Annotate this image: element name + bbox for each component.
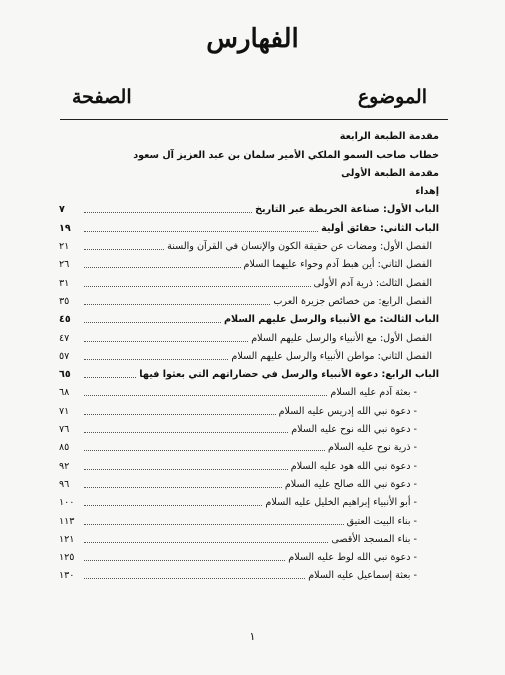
toc-entry [59,528,439,546]
toc-entry-page: ١٢٥ [59,552,75,564]
toc-entry-page: ٣١ [59,277,70,289]
page-number: ١ [249,630,256,643]
toc-entry-page: ٣٥ [59,295,70,307]
toc-entry-page: ٢١ [59,241,70,253]
toc-entry-title: الباب الرابع: دعوة الأنبياء والرسل في حضاراتهم التي بعثوا فيها [139,369,439,381]
toc-entry-page: ١٣٠ [59,570,75,582]
toc-entry-page: ١٠٠ [59,497,75,509]
dot-leader [84,542,328,543]
toc-entry-title: إهداء [415,186,439,198]
toc-entry-title: الباب الثالث: مع الأنبياء والرسل عليهم السلام [224,314,439,326]
toc-entry-title: الفصل الثالث: ذرية آدم الأولى [313,277,432,289]
toc-entry-title: الفصل الأول: ومضات عن حقيقة الكون والإنسان في القرآن والسنة [167,241,432,253]
table-of-contents [59,125,439,582]
dot-leader [84,304,270,305]
toc-entry-title: الفصل الأول: مع الأنبياء والرسل عليهم السلام [251,332,432,344]
toc-entry-title: خطاب صاحب السمو الملكي الأمير سلمان بن عبد العزيز آل سعود [133,149,439,161]
dot-leader [84,377,136,378]
toc-entry [59,546,439,564]
dot-leader [84,395,327,396]
toc-entry [59,235,439,253]
dot-leader [84,249,164,250]
toc-entry [59,125,439,143]
dot-leader [84,414,276,415]
toc-entry [59,143,439,161]
toc-entry-page: ٨٥ [59,442,70,454]
dot-leader [84,487,282,488]
toc-entry [59,345,439,363]
toc-entry [59,308,439,326]
toc-entry [59,326,439,344]
toc-entry [59,363,439,381]
toc-entry [59,162,439,180]
toc-entry [59,418,439,436]
toc-entry-page: ٢٦ [59,259,70,271]
toc-entry-page: ٦٥ [59,369,71,381]
toc-entry-page: ٥٧ [59,350,70,362]
toc-entry-page: ٤٥ [59,314,71,326]
toc-entry [59,436,439,454]
toc-entry-title: - بناء المسجد الأقصى [331,533,417,545]
toc-entry [59,509,439,527]
toc-entry-page: ١١٣ [59,515,75,527]
page-title: الفهارس [206,24,299,54]
toc-entry-title: مقدمة الطبعة الرابعة [339,131,439,143]
toc-entry [59,216,439,234]
subject-column-header: الموضوع [357,86,427,108]
toc-entry [59,454,439,472]
dot-leader [84,505,262,506]
dot-leader [84,578,305,579]
dot-leader [84,286,311,287]
toc-entry-title: - دعوة نبي الله هود عليه السلام [290,460,417,472]
dot-leader [84,359,228,360]
dot-leader [84,450,325,451]
toc-entry-title: مقدمة الطبعة الأولى [341,167,439,179]
toc-entry-title: الفصل الثاني: أين هبط آدم وحواء عليهما السلام [243,259,432,271]
toc-entry [59,491,439,509]
toc-entry-title: - دعوة نبي الله لوط عليه السلام [288,552,417,564]
dot-leader [84,524,344,525]
dot-leader [84,432,288,433]
dot-leader [84,560,285,561]
toc-entry-page: ٦٨ [59,387,70,399]
toc-entry-page: ٧٦ [59,424,70,436]
toc-entry-title: - أبو الأنبياء إبراهيم الخليل عليه السلام [265,497,417,509]
dot-leader [84,322,221,323]
toc-entry-page: ١٢١ [59,533,75,545]
toc-entry-title: - بعثة آدم عليه السلام [330,387,417,399]
toc-entry-page: ٤٧ [59,332,70,344]
dot-leader [84,231,318,232]
toc-entry [59,271,439,289]
toc-entry-title: - بعثة إسماعيل عليه السلام [308,570,417,582]
toc-entry [59,253,439,271]
toc-entry [59,381,439,399]
toc-entry-page: ١٩ [59,222,71,234]
toc-entry-title: - دعوة نبي الله صالح عليه السلام [284,478,417,490]
toc-entry-title: - دعوة نبي الله نوح عليه السلام [291,424,417,436]
toc-entry-page: ٩٦ [59,478,70,490]
dot-leader [84,267,241,268]
toc-entry-title: - ذرية نوح عليه السلام [328,442,417,454]
toc-entry-page: ٧ [59,204,65,216]
dot-leader [84,469,288,470]
dot-leader [84,341,248,342]
toc-entry-title: الباب الأول: صناعة الخريطة عبر التاريخ [255,204,439,216]
toc-entry [59,564,439,582]
toc-entry [59,399,439,417]
toc-entry-title: - بناء البيت العتيق [346,515,417,527]
toc-entry [59,180,439,198]
toc-entry-title: الباب الثاني: حقائق أولية [321,222,439,234]
header-divider [60,119,448,120]
toc-entry-title: الفصل الثاني: مواطن الأنبياء والرسل عليهم السلام [231,350,432,362]
page-column-header: الصفحة [72,86,132,108]
toc-entry-page: ٩٢ [59,460,70,472]
dot-leader [84,212,252,213]
toc-entry-page: ٧١ [59,405,70,417]
toc-entry [59,198,439,216]
toc-entry-title: - دعوة نبي الله إدريس عليه السلام [278,405,417,417]
toc-entry [59,290,439,308]
toc-entry [59,473,439,491]
toc-entry-title: الفصل الرابع: من خصائص جزيرة العرب [273,295,432,307]
